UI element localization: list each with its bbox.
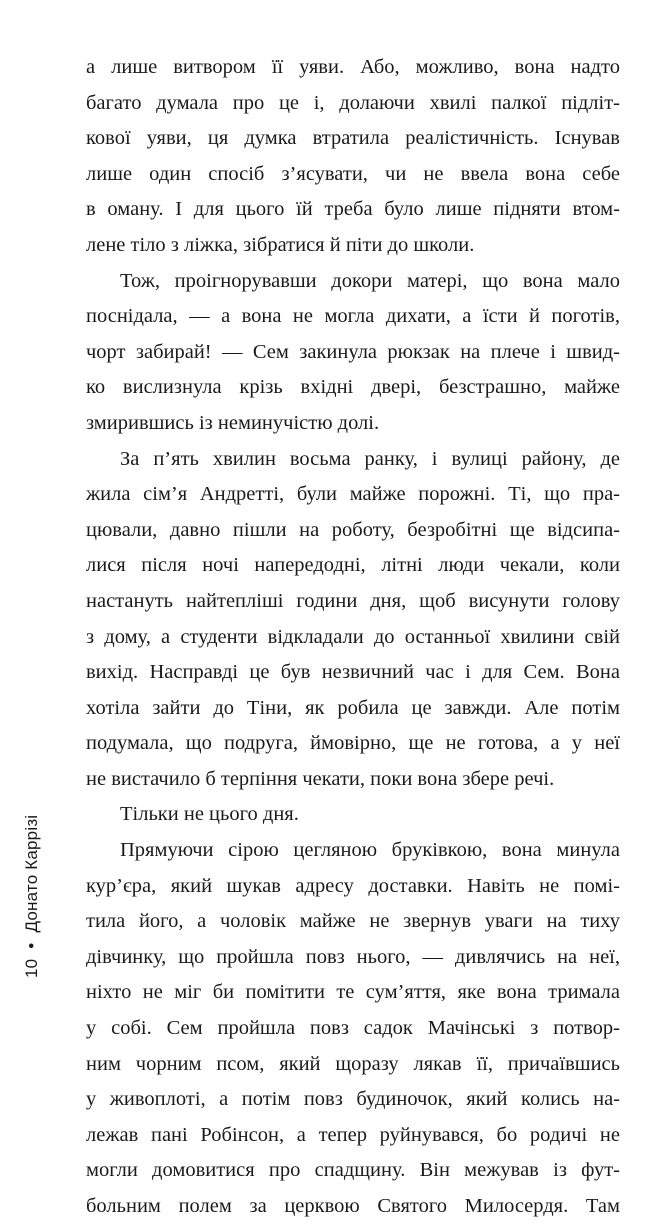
paragraph-start-line: Тільки не цього дня. [120, 803, 299, 826]
text-line: вихід. Насправді це був незвичний час і для Сем. Вона [86, 661, 620, 684]
text-line: лися після ночі напередодні, літні люди чекали, коли [86, 554, 620, 577]
paragraph-start-line: За п’ять хвилин восьма ранку, і вулиці району, де [120, 447, 620, 470]
text-line: поснідала, — а вона не могла дихати, а їсти й поготів, [86, 305, 620, 328]
text-line: ніхто не міг би помітити те сум’яття, яке вона тримала [86, 981, 620, 1004]
text-line: хотіла зайти до Тіни, як робила це завжди. Але потім [86, 696, 620, 719]
page-number: 10 [22, 958, 41, 978]
text-line: з дому, а студенти відкладали до останньої хвилини свій [86, 625, 620, 648]
text-line: тила його, а чоловік майже не звернув уваги на тиху [86, 910, 620, 933]
text-line: багато думала про це і, долаючи хвилі палкої підліт- [86, 91, 620, 114]
text-line: настануть найтепліші години дня, щоб висунути голову [86, 589, 620, 612]
text-line: кур’єра, який шукав адресу доставки. Навіть не помі- [86, 874, 620, 897]
bullet-separator: • [22, 942, 41, 949]
text-line: у живоплоті, а потім повз будиночок, який колись на- [86, 1088, 620, 1111]
text-line: больним полем за церквою Святого Милосердя. Там [86, 1195, 620, 1217]
text-line: чорт забирай! — Сем закинула рюкзак на плече і швид- [86, 340, 620, 363]
text-line: ко вислизнула крізь вхідні двері, безстрашно, майже [86, 376, 620, 399]
text-line: в оману. І для цього їй треба було лише підняти втом- [86, 198, 620, 221]
text-line: а лише витвором її уяви. Або, можливо, вона надто [86, 56, 620, 78]
text-line: у собі. Сем пройшла повз садок Мачінські з потвор- [86, 1017, 620, 1040]
text-line: лише один спосіб з’ясувати, чи не ввела вона себе [86, 162, 620, 185]
text-line: не вистачило б терпіння чекати, поки вона збере речі. [86, 767, 555, 790]
text-line: ним чорним псом, який щоразу лякав її, причаївшись [86, 1052, 620, 1075]
running-footer [22, 815, 42, 978]
text-line: цювали, давно пішли на роботу, безробітні ще відсипа- [86, 518, 620, 541]
text-line: змирившись із неминучістю долі. [86, 411, 380, 434]
text-line: подумала, що подруга, ймовірно, ще не готова, а у неї [86, 732, 620, 755]
text-line: кової уяви, ця думка втратила реалістичність. Існував [86, 127, 620, 150]
text-line: лене тіло з ліжка, зібратися й піти до школи. [86, 233, 475, 256]
text-line: лежав пані Робінсон, а тепер руйнувався, бо родичі не [86, 1123, 620, 1146]
author-name: Донато Каррізі [22, 814, 41, 933]
text-line: жила сім’я Андретті, були майже порожні. Ті, що пра- [86, 483, 620, 506]
body-text [86, 50, 620, 1225]
text-line: дівчинку, що пройшла повз нього, — дивлячись на неї, [86, 945, 620, 968]
paragraph-start-line: Прямуючи сірою цегляною бруківкою, вона минула [120, 839, 620, 862]
paragraph-start-line: Тож, проігнорувавши докори матері, що вона мало [120, 269, 620, 292]
text-line: могли домовитися про спадщину. Він межував із фут- [86, 1159, 620, 1182]
